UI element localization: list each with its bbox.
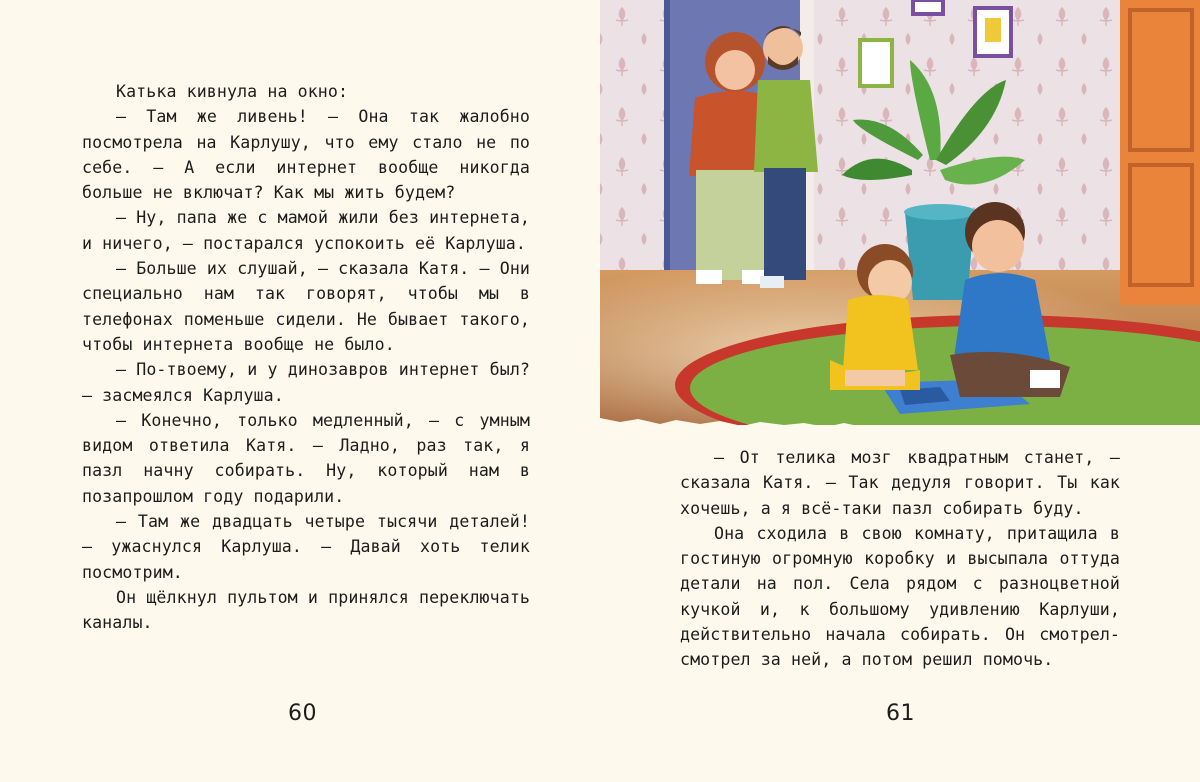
paragraph: — Конечно, только медленный, — с умным видом ответила Катя. — Ладно, раз так, я пазл начну собирать. Ну, который нам в позапрошлом году подарили.: [82, 410, 530, 506]
paragraph: Она сходила в свою комнату, притащила в гостиную огромную коробку и высыпала оттуда детали на пол. Села рядом с разноцветной кучкой и, к большому удивлению Карлуши, действительно начала собирать. Он смотрел-смотрел за ней, а потом решил помочь.: [680, 523, 1120, 670]
right-page-text: [680, 445, 1120, 673]
page-number-right: 61: [886, 701, 915, 726]
family-living-room-illustration: [600, 0, 1200, 425]
paragraph: Катька кивнула на окно:: [116, 82, 349, 101]
left-page-text: [82, 79, 530, 636]
paragraph: — По-твоему, и у динозавров интернет был? — засмеялся Карлуша.: [82, 360, 530, 405]
page-number-left: 60: [288, 701, 317, 726]
paragraph: — От телика мозг квадратным станет, — сказала Катя. — Так дедуля говорит. Ты как хочешь, а я всё-таки пазл собирать буду.: [680, 448, 1120, 518]
right-page: [600, 0, 1200, 782]
picture-frame: [860, 40, 892, 86]
paragraph: — Больше их слушай, — сказала Катя. — Они специально нам так говорят, чтобы мы в телефонах поменьше сидели. Не бывает такого, чтобы интернета вообще не было.: [82, 259, 530, 354]
paragraph: Он щёлкнул пультом и принялся переключать каналы.: [82, 587, 530, 633]
paragraph: — Ну, папа же с мамой жили без интернета, и ничего, — постарался успокоить её Карлуша.: [82, 208, 530, 253]
paragraph: — Там же ливень! — Она так жалобно посмотрела на Карлушу, что ему стало не по себе. — А если интернет вообще никогда больше не включат? Как мы жить будем?: [82, 107, 530, 203]
paragraph: — Там же двадцать четыре тысячи деталей! — ужаснулся Карлуша. — Давай хоть телик посмотрим.: [82, 512, 530, 582]
